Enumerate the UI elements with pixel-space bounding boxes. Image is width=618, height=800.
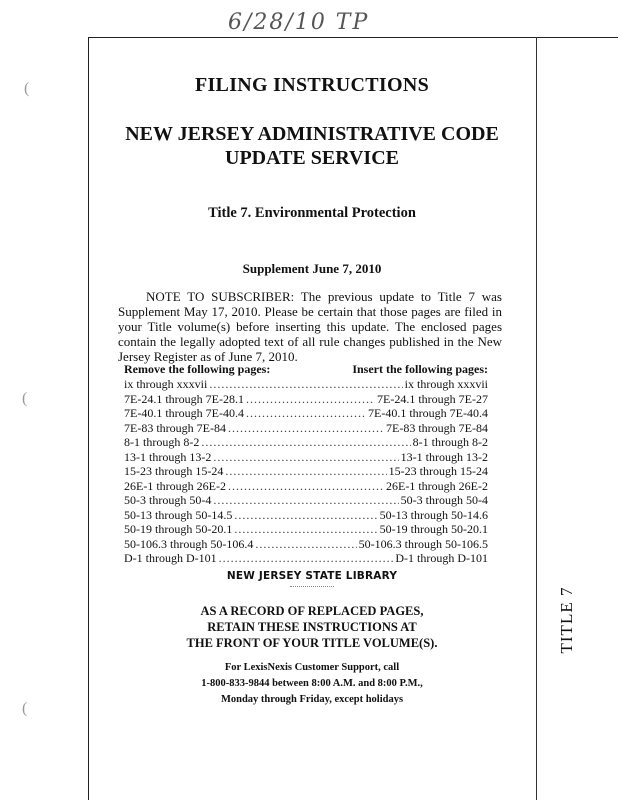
list-item: [124, 421, 488, 436]
page-columns-header: [124, 362, 488, 377]
remove-pages: 15-23 through 15-24: [124, 464, 224, 478]
code-title-line2: UPDATE SERVICE: [225, 147, 399, 169]
customer-support: [88, 660, 536, 708]
support-line1: For LexisNexis Customer Support, call: [224, 662, 400, 673]
list-item: [124, 479, 488, 494]
supplement-date: Supplement June 7, 2010: [242, 261, 382, 276]
remove-pages: 13-1 through 13-2: [124, 449, 212, 464]
support-line3: Monday through Friday, except holidays: [220, 694, 404, 705]
insert-pages: 50-3 through 50-4: [400, 493, 488, 507]
remove-pages: 50-3 through 50-4: [124, 493, 212, 507]
insert-pages: 26E-1 through 26E-2: [386, 478, 488, 493]
frame-top-rule: [88, 37, 618, 38]
retain-instructions: [88, 603, 536, 651]
remove-pages: 8-1 through 8-2: [124, 435, 200, 449]
insert-pages: 50-106.3 through 50-106.5: [358, 536, 488, 551]
subscriber-note: NOTE TO SUBSCRIBER: The previous update to Title 7 was Supplement May 17, 2010. Please be certain that those pages are filed in your Title volume(s) before inserting this update. The enclosed pages contain the legally adopted text of all rule changes published in the New Jersey Register as of June 7, 2010.: [118, 289, 502, 364]
insert-pages: 15-23 through 15-24: [388, 464, 488, 478]
leader-dots: [213, 450, 398, 465]
list-item: [124, 464, 488, 479]
remove-pages: 7E-40.1 through 7E-40.4: [124, 406, 244, 420]
leader-dots: [225, 464, 386, 479]
leader-dots: [201, 435, 410, 450]
insert-pages: D-1 through D-101: [395, 551, 488, 565]
leader-dots: [228, 421, 384, 436]
insert-column-header: Insert the following pages:: [352, 362, 488, 376]
subject-title: Title 7. Environmental Protection: [208, 205, 416, 221]
list-item: [124, 392, 488, 407]
remove-pages: 50-13 through 50-14.5: [124, 507, 233, 522]
insert-pages: 50-19 through 50-20.1: [379, 522, 488, 536]
leader-dots: [228, 479, 384, 494]
punch-mark-icon: (: [22, 700, 28, 717]
spine-label: TITLE 7: [557, 586, 576, 654]
retain-line3: THE FRONT OF YOUR TITLE VOLUME(S).: [186, 636, 438, 650]
list-item: [124, 537, 488, 552]
leader-dots: [255, 537, 356, 552]
leader-dots: [246, 392, 375, 407]
insert-pages: 7E-40.1 through 7E-40.4: [368, 406, 488, 420]
list-item: [124, 406, 488, 421]
insert-pages: 50-13 through 50-14.6: [379, 507, 488, 522]
leader-dots: [234, 522, 377, 537]
leader-dots: [209, 377, 402, 392]
insert-pages: 8-1 through 8-2: [412, 435, 488, 449]
retain-line2: RETAIN THESE INSTRUCTIONS AT: [207, 620, 417, 634]
code-title-line1: NEW JERSEY ADMINISTRATIVE CODE: [125, 123, 499, 145]
remove-pages: 50-19 through 50-20.1: [124, 522, 233, 536]
leader-dots: [219, 551, 394, 566]
remove-pages: 50-106.3 through 50-106.4: [124, 536, 254, 551]
frame-right-rule: [536, 37, 537, 800]
insert-pages: 7E-24.1 through 7E-27: [377, 391, 488, 406]
insert-pages: ix through xxxvii: [404, 377, 488, 391]
code-title: [88, 122, 536, 170]
leader-dots: [234, 508, 377, 523]
retain-line1: AS A RECORD OF REPLACED PAGES,: [200, 604, 424, 618]
insert-pages: 13-1 through 13-2: [400, 449, 488, 464]
list-item: [124, 522, 488, 537]
list-item: [124, 435, 488, 450]
stamp-underline: [290, 586, 334, 591]
support-line2: 1-800-833-9844 between 8:00 A.M. and 8:00 P.M.,: [201, 678, 423, 689]
handwritten-date: 6/28/10 TP: [228, 10, 370, 35]
list-item: [124, 377, 488, 392]
remove-pages: ix through xxxvii: [124, 377, 208, 391]
list-item: [124, 508, 488, 523]
list-item: [124, 493, 488, 508]
punch-mark-icon: (: [22, 390, 28, 407]
remove-pages: 7E-83 through 7E-84: [124, 420, 226, 435]
remove-pages: D-1 through D-101: [124, 551, 217, 565]
insert-pages: 7E-83 through 7E-84: [386, 420, 488, 435]
page-title: FILING INSTRUCTIONS: [194, 74, 430, 96]
remove-column-header: Remove the following pages:: [124, 362, 271, 376]
remove-pages: 26E-1 through 26E-2: [124, 478, 226, 493]
remove-pages: 7E-24.1 through 7E-28.1: [124, 391, 244, 406]
list-item: [124, 551, 488, 566]
library-stamp: NEW JERSEY STATE LIBRARY: [226, 570, 398, 582]
punch-mark-icon: (: [24, 80, 30, 97]
page-list: [124, 377, 488, 566]
leader-dots: [246, 406, 366, 421]
leader-dots: [213, 493, 398, 508]
list-item: [124, 450, 488, 465]
